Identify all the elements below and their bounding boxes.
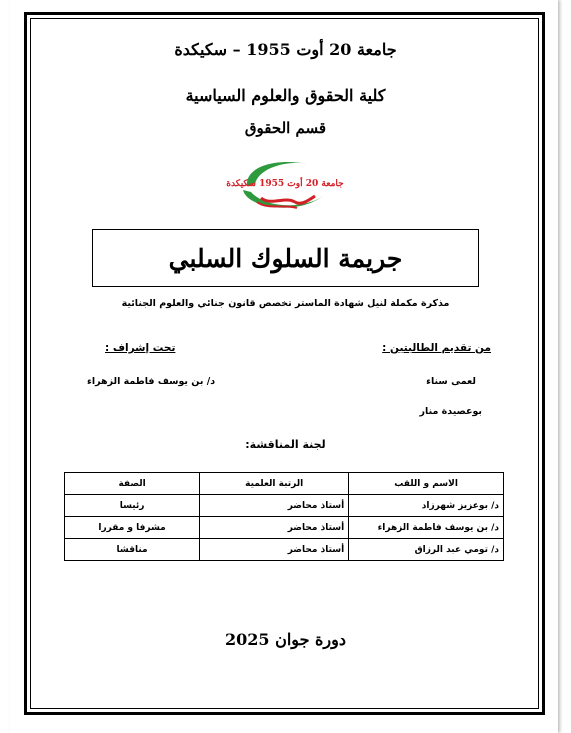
table-row	[65, 539, 504, 561]
header-role: الصفة	[65, 473, 200, 495]
cell-role: مناقشا	[65, 539, 200, 561]
supervisor-name: د/ بن يوسف فاطمة الزهراء	[87, 376, 216, 387]
svg-text:جامعة 20 أوت 1955 سكيكدة: جامعة 20 أوت 1955 سكيكدة	[226, 179, 344, 189]
cell-rank: أستاذ محاضر	[200, 517, 349, 539]
thesis-title: جريمة السلوك السلبي	[168, 243, 403, 273]
cell-name: د/ بوعزيز شهرزاد	[349, 495, 504, 517]
university-name: جامعة 20 أوت 1955 – سكيكدة	[174, 40, 397, 59]
committee-table	[64, 472, 504, 561]
table-row	[65, 495, 504, 517]
cell-name: د/ بن يوسف فاطمة الزهراء	[349, 517, 504, 539]
student-name-1: لعمى سناء	[426, 376, 476, 387]
table-row	[65, 517, 504, 539]
session-date: دورة جوان 2025	[225, 630, 346, 649]
cell-role: رئيسا	[65, 495, 200, 517]
student-name-2: بوعصيدة منار	[419, 406, 482, 417]
students-label: من تقديم الطالبتين :	[382, 342, 491, 354]
committee-label: لجنة المناقشة:	[245, 438, 326, 451]
thesis-subtitle: مذكرة مكملة لنيل شهادة الماستر تخصص قانون جنائي والعلوم الجنائية	[121, 298, 450, 309]
table-header-row	[65, 473, 504, 495]
cell-rank: أستاذ محاضر	[200, 495, 349, 517]
supervisor-label: تحت إشراف :	[105, 342, 176, 354]
faculty-name: كلية الحقوق والعلوم السياسية	[185, 86, 386, 105]
university-logo	[226, 156, 344, 214]
department-name: قسم الحقوق	[244, 119, 327, 137]
cell-name: د/ تومي عبد الرزاق	[349, 539, 504, 561]
cell-rank: أستاذ محاضر	[200, 539, 349, 561]
cell-role: مشرفا و مقررا	[65, 517, 200, 539]
header-name: الاسم و اللقب	[349, 473, 504, 495]
thesis-title-box	[92, 229, 479, 287]
header-rank: الرتبة العلمية	[200, 473, 349, 495]
